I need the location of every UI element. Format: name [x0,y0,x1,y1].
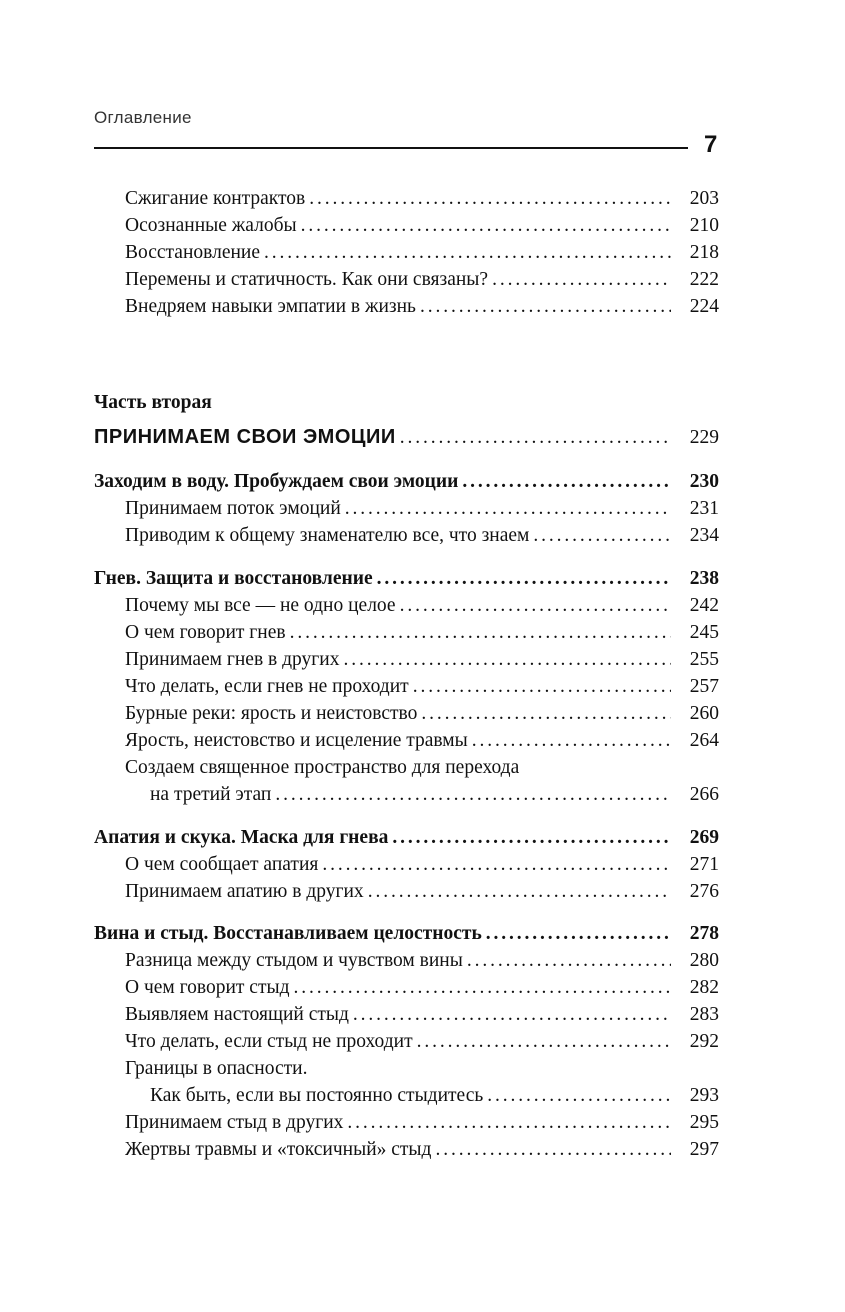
toc-entry-title: Почему мы все — не одно целое [125,595,396,616]
toc-leader [322,851,671,878]
toc-chapter-entry[interactable] [0,468,845,495]
toc-chapter-title: Заходим в воду. Пробуждаем свои эмоции [94,471,459,492]
toc-entry-title: Сжигание контрактов [125,188,306,209]
toc-chapter-title: Апатия и скука. Маска для гнева [94,827,389,848]
toc-entry-title: Разница между стыдом и чувством вины [125,950,463,971]
toc-entry-first-line[interactable] [0,1055,845,1082]
toc-leader [290,619,671,646]
toc-entry[interactable] [0,592,845,619]
toc-leader [353,1001,671,1028]
toc-entry[interactable] [0,212,845,239]
toc-entry-title: Приводим к общему знаменателю все, что знаем [125,525,530,546]
toc-entry-page: 283 [689,1004,719,1025]
toc-entry[interactable] [0,947,845,974]
toc-leader [467,947,671,974]
part-label: Часть вторая [94,392,212,413]
toc-entry-page: 255 [689,649,719,670]
toc-entry-title: Создаем священное пространство для перехода [125,757,520,778]
toc-entry[interactable] [0,239,845,266]
toc-entry-title: Границы в опасности. [125,1058,308,1079]
toc-entry[interactable] [0,646,845,673]
toc-leader [435,1136,671,1163]
toc-entry[interactable] [0,619,845,646]
toc-entry-first-line[interactable] [0,754,845,781]
toc-chapter-title: Вина и стыд. Восстанавливаем целостность [94,923,482,944]
toc-leader [368,878,671,905]
toc-leader [487,1082,671,1109]
toc-leader [264,239,671,266]
toc-entry-continuation[interactable] [0,1082,845,1109]
toc-entry-page: 278 [689,923,719,944]
toc-entry-page: 224 [689,296,719,317]
toc-chapter-entry[interactable] [0,824,845,851]
toc-leader [301,212,671,239]
toc-entry-title: Принимаем стыд в других [125,1112,344,1133]
toc-entry-page: 203 [689,188,719,209]
toc-entry-page: 264 [689,730,719,751]
toc-leader [413,673,671,700]
page-number: 7 [704,131,718,158]
toc-entry[interactable] [0,293,845,320]
toc-entry-page: 238 [689,568,719,589]
toc-entry-page: 229 [689,427,719,448]
toc-leader [343,646,671,673]
toc-entry-page: 293 [689,1085,719,1106]
toc-entry[interactable] [0,851,845,878]
toc-entry-title: Что делать, если стыд не проходит [125,1031,413,1052]
toc-chapter-title: Гнев. Защита и восстановление [94,568,373,589]
toc-entry-page: 280 [689,950,719,971]
toc-entry[interactable] [0,1001,845,1028]
toc-leader [345,495,671,522]
toc-entry-title: О чем говорит гнев [125,622,286,643]
toc-leader [294,974,671,1001]
toc-leader [275,781,671,808]
running-header-label: Оглавление [94,108,192,127]
toc-entry[interactable] [0,1136,845,1163]
toc-entry-page: 257 [689,676,719,697]
toc-leader [417,1028,671,1055]
toc-entry-page: 295 [689,1112,719,1133]
toc-leader [492,266,671,293]
toc-chapter-entry[interactable] [0,920,845,947]
toc-entry-title: О чем сообщает апатия [125,854,319,875]
toc-leader [420,293,671,320]
toc-entry-page: 276 [689,881,719,902]
toc-part-entry[interactable] [0,424,845,451]
toc-entry[interactable] [0,974,845,1001]
toc-leader [347,1109,671,1136]
toc-entry-continuation[interactable] [0,781,845,808]
toc-entry-title: Ярость, неистовство и исцеление травмы [125,730,468,751]
toc-entry-title: Как быть, если вы постоянно стыдитесь [150,1085,484,1106]
toc-entry[interactable] [0,1028,845,1055]
toc-leader [392,824,671,851]
toc-entry-page: 245 [689,622,719,643]
toc-leader [462,468,671,495]
toc-leader [472,727,671,754]
toc-entry-page: 260 [689,703,719,724]
toc-entry[interactable] [0,522,845,549]
toc-entry-title: Принимаем апатию в других [125,881,364,902]
toc-entry-page: 210 [689,215,719,236]
toc-entry-title: Жертвы травмы и «токсичный» стыд [125,1139,432,1160]
toc-entry-page: 218 [689,242,719,263]
toc-entry-page: 231 [689,498,719,519]
toc-entry-page: 269 [689,827,719,848]
toc-leader [400,424,671,451]
toc-entry[interactable] [0,495,845,522]
toc-entry-page: 292 [689,1031,719,1052]
toc-entry-page: 271 [689,854,719,875]
toc-entry-page: 282 [689,977,719,998]
toc-entry-page: 234 [689,525,719,546]
toc-entry[interactable] [0,673,845,700]
toc-entry-page: 266 [689,784,719,805]
toc-entry-title: Принимаем поток эмоций [125,498,341,519]
toc-entry-page: 242 [689,595,719,616]
toc-entry-page: 297 [689,1139,719,1160]
toc-leader [486,920,671,947]
toc-entry-title: Что делать, если гнев не проходит [125,676,409,697]
toc-leader [400,592,671,619]
toc-entry[interactable] [0,700,845,727]
toc-entry-title: Бурные реки: ярость и неистовство [125,703,418,724]
toc-leader [309,185,671,212]
toc-entry[interactable] [0,266,845,293]
toc-chapter-entry[interactable] [0,565,845,592]
header-rule [94,147,688,149]
toc-entry-page: 230 [689,471,719,492]
toc-entry-page: 222 [689,269,719,290]
toc-entry-title: Осознанные жалобы [125,215,297,236]
toc-entry-title: Выявляем настоящий стыд [125,1004,349,1025]
toc-entry-title: на третий этап [150,784,272,805]
toc-entry-title: Восстановление [125,242,261,263]
toc-entry[interactable] [0,1109,845,1136]
toc-entry-title: О чем говорит стыд [125,977,290,998]
toc-leader [533,522,671,549]
toc-entry[interactable] [0,878,845,905]
toc-entry-title: Принимаем гнев в других [125,649,340,670]
toc-leader [421,700,671,727]
toc-entry-title: Внедряем навыки эмпатии в жизнь [125,296,416,317]
toc-entry[interactable] [0,727,845,754]
toc-entry-title: Перемены и статичность. Как они связаны? [125,269,489,290]
toc-entry[interactable] [0,185,845,212]
toc-part-title: ПРИНИМАЕМ СВОИ ЭМОЦИИ [94,426,396,448]
toc-leader [377,565,671,592]
